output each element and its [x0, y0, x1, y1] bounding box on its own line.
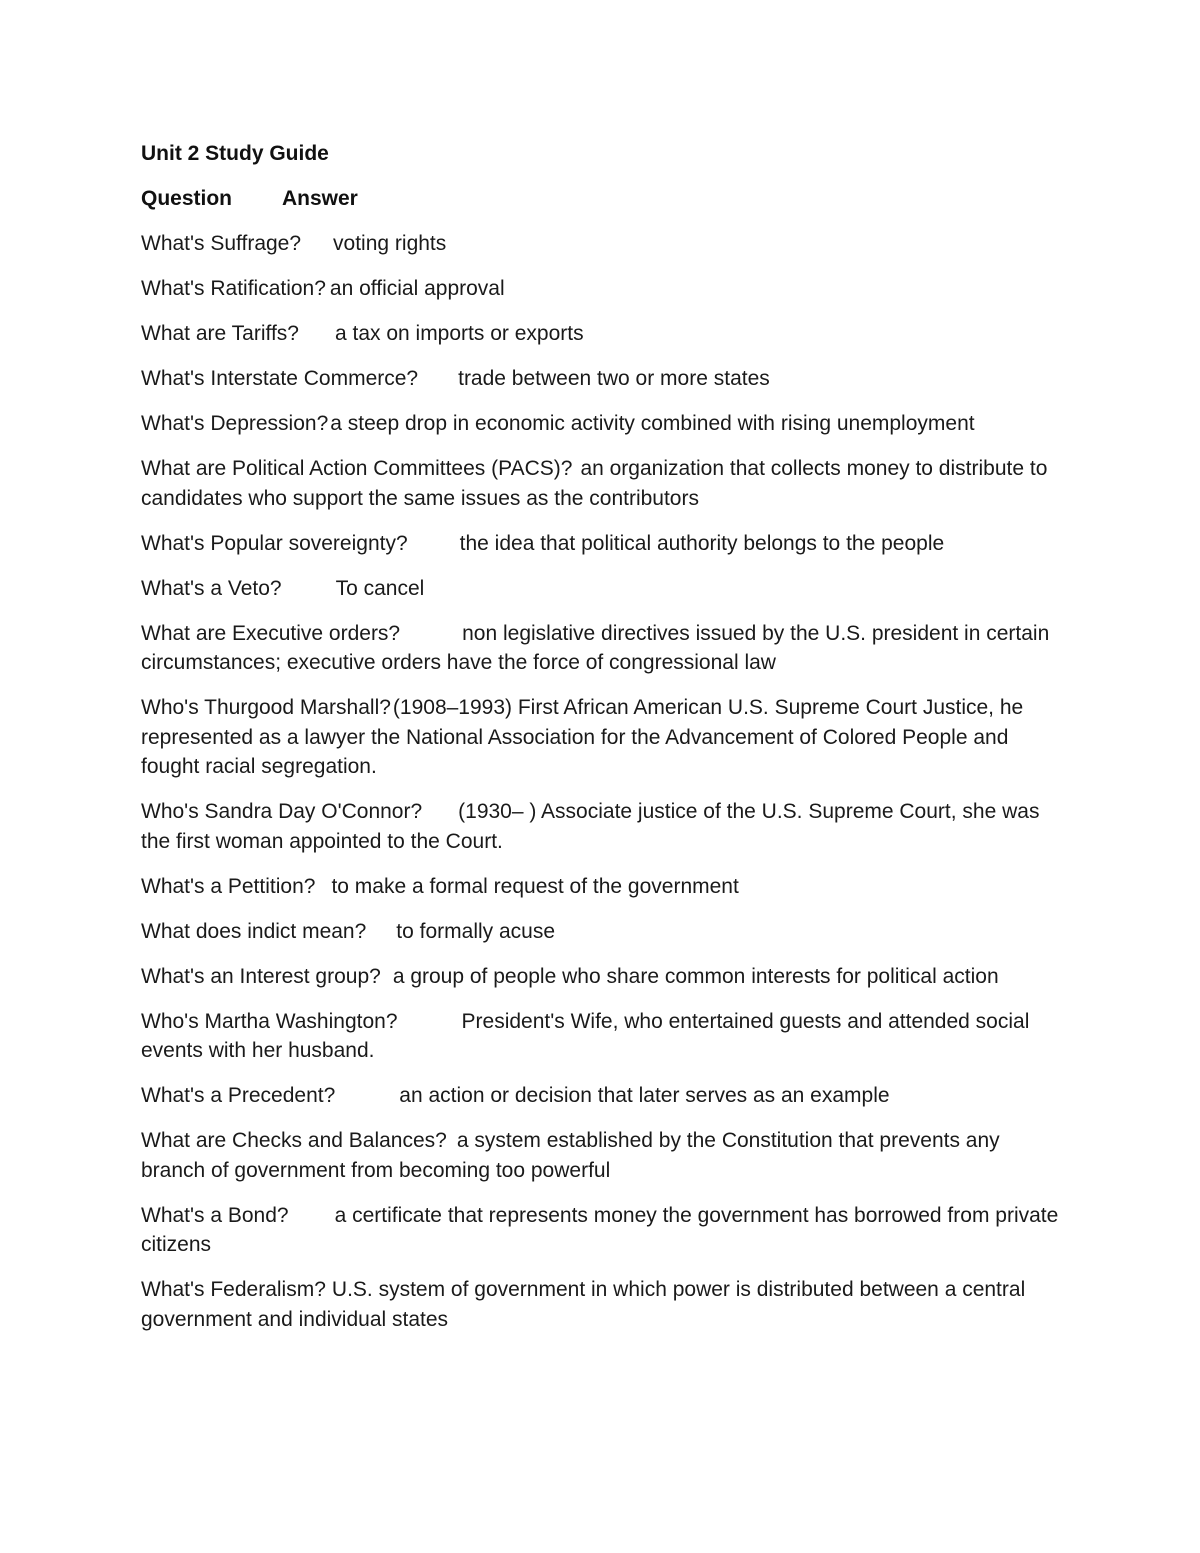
study-entry [141, 229, 1061, 259]
entry-answer: (1908–1993) First African American U.S. Supreme Court Justice, he represented as a lawyer the National Association for the Advancement of Colored People and fought racial segregation. [141, 696, 1024, 778]
entry-question: What does indict mean? [141, 919, 367, 943]
entry-answer: an organization that collects money to distribute to candidates who support the same issues as the contributors [141, 457, 1048, 510]
entry-answer: To cancel [335, 576, 425, 600]
study-entry [141, 917, 1061, 947]
entry-answer: voting rights [333, 232, 447, 255]
study-entry [141, 454, 1061, 513]
entry-answer: non legislative directives issued by the U.S. president in certain circumstances; executive orders have the force of congressional law [141, 621, 1050, 674]
study-entry [141, 1275, 1061, 1334]
entry-answer: U.S. system of government in which power is distributed between a central government and individual states [141, 1278, 1026, 1331]
question-header: Question [141, 187, 233, 210]
entry-answer: an action or decision that later serves as an example [399, 1084, 890, 1107]
study-entry [141, 797, 1061, 856]
study-entry [141, 1081, 1061, 1111]
study-entry [141, 574, 1061, 604]
entry-answer: an official approval [329, 277, 505, 300]
entry-question: What's Depression? [141, 412, 329, 435]
document-title: Unit 2 Study Guide [141, 142, 329, 165]
entry-question: Who's Sandra Day O'Connor? [141, 800, 423, 823]
study-entry [141, 619, 1061, 678]
study-entry [141, 364, 1061, 394]
entry-question: What's Popular sovereignty? [141, 531, 408, 555]
study-entry [141, 409, 1061, 439]
study-entry [141, 274, 1061, 304]
column-headers [141, 184, 1061, 214]
study-entry [141, 1126, 1061, 1185]
entry-question: What's Suffrage? [141, 232, 302, 255]
entry-question: What are Political Action Committees (PACS)? [141, 457, 573, 480]
document-body [141, 139, 1061, 1350]
entry-answer: President's Wife, who entertained guests and attended social events with her husband. [141, 1009, 1030, 1062]
study-entry [141, 1201, 1061, 1260]
entry-question: What's a Pettition? [141, 874, 316, 898]
entry-answer: a steep drop in economic activity combined with rising unemployment [330, 412, 975, 435]
study-entry [141, 872, 1061, 902]
answer-header: Answer [282, 187, 358, 210]
entry-answer: (1930– ) Associate justice of the U.S. Supreme Court, she was the first woman appointed to the Court. [141, 800, 1040, 853]
entry-question: What are Executive orders? [141, 621, 401, 645]
entry-answer: a tax on imports or exports [334, 322, 584, 345]
entry-question: What's a Veto? [141, 576, 282, 600]
entry-question: What are Checks and Balances? [141, 1129, 447, 1152]
study-entry [141, 319, 1061, 349]
study-entry [141, 1007, 1061, 1066]
entry-question: What's Federalism? [141, 1278, 326, 1301]
study-entry [141, 962, 1061, 992]
entry-question: What's a Precedent? [141, 1084, 336, 1107]
entry-answer: to formally acuse [396, 919, 556, 943]
entry-question: What are Tariffs? [141, 322, 299, 345]
entry-answer: to make a formal request of the government [331, 874, 739, 898]
entry-question: What's Ratification? [141, 277, 326, 300]
entry-answer: a group of people who share common interests for political action [392, 964, 999, 988]
entry-answer: the idea that political authority belongs to the people [459, 531, 945, 555]
entry-question: Who's Martha Washington? [141, 1009, 398, 1033]
entry-question: What's an Interest group? [141, 964, 381, 988]
entry-answer: trade between two or more states [458, 367, 770, 390]
study-entry [141, 529, 1061, 559]
entry-answer: a system established by the Constitution that prevents any branch of government from becoming too powerful [141, 1129, 1000, 1182]
entry-question: What's a Bond? [141, 1203, 289, 1227]
study-entry [141, 693, 1061, 782]
entry-question: What's Interstate Commerce? [141, 367, 419, 390]
entry-answer: a certificate that represents money the government has borrowed from private citizens [141, 1203, 1059, 1256]
entry-question: Who's Thurgood Marshall? [141, 696, 391, 719]
